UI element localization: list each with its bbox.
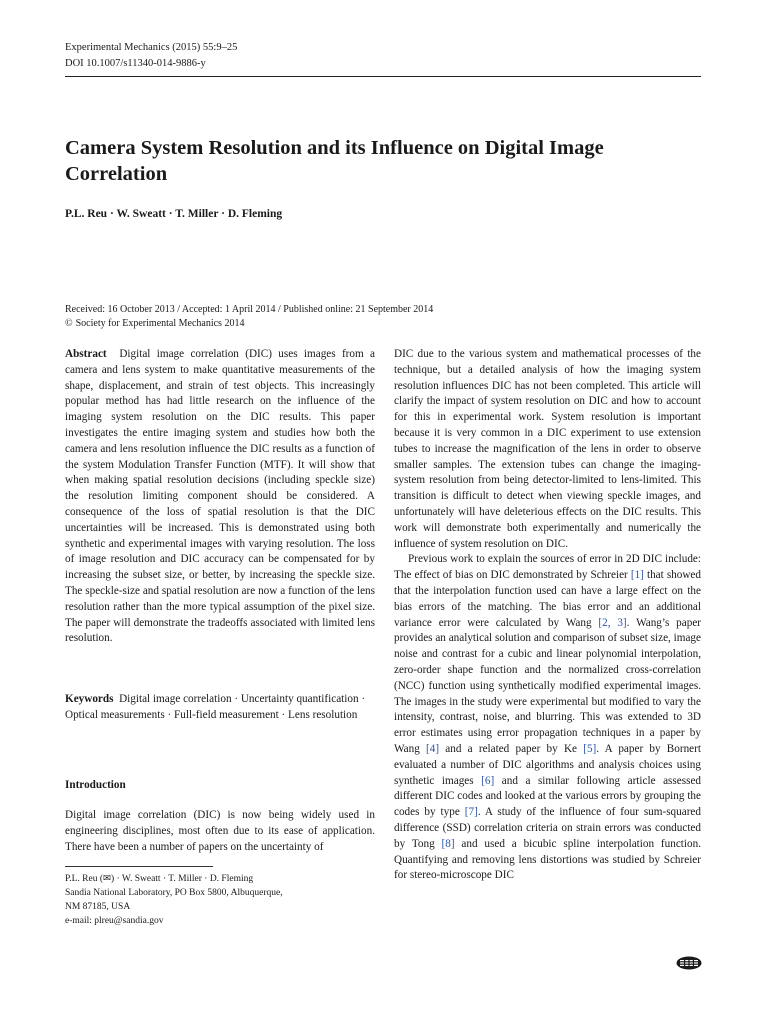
reference-link-8[interactable]: [8] (441, 837, 455, 850)
abstract-label: Abstract (65, 348, 107, 360)
introduction-heading: Introduction (65, 779, 126, 791)
article-title: Camera System Resolution and its Influence on Digital Image Correlation (65, 137, 604, 185)
publication-history (65, 303, 433, 331)
author-affiliation-footnote (65, 872, 365, 928)
author-list: P.L. Reu · W. Sweatt · T. Miller · D. Fleming (65, 208, 283, 220)
journal-header (65, 40, 237, 72)
copyright-line (65, 317, 433, 331)
p2-text-c: . Wang’s paper provides an analytical solution and comparison of subset size, image noise and contrast for a cubic and linear polynomial interpolation, zero-order shape function and the normalized cross-correlation (NCC) function using synthetically modified experimental images. The images in the study were experimental but modified to vary the intensity, contrast, noise, and blurring. This was extended to 3D error estimates using error propagation techniques in a paper by Wang (394, 616, 702, 755)
copyright-icon: © (65, 318, 73, 329)
copyright-text: Society for Experimental Mechanics 2014 (75, 318, 245, 329)
journal-citation: Experimental Mechanics (2015) 55:9–25 (65, 42, 238, 53)
footnote-email[interactable]: e-mail: plreu@sandia.gov (65, 916, 164, 926)
reference-link-4[interactable]: [4] (426, 742, 440, 755)
right-column (394, 347, 701, 884)
abstract-text: Digital image correlation (DIC) uses images from a camera and lens system to make quantitative measurements of the shape, displacement, and strain of test objects. This increasingly popular method has had little research on the influence of the imaging system resolution on the DIC results. This paper investigates the entire imaging system and studies how both the camera and lens resolution influence the DIC results as a function of the system Modulation Transfer Function (MTF). It will show that when making spatial resolution decisions (including speckle size) the resolution limiting component should be considered. A consequence of the loss of spatial resolution is that the DIC uncertainties will be increased. This is demonstrated using both synthetic and experimental images with varying resolution. The loss of image resolution and DIC accuracy can be compensated for by increasing the subset size, or better, by increasing the speckle size. The speckle-size and spatial resolution are now a function of the lens resolution rather than the more typical assumption of the pixel size. The paper will demonstrate the tradeoffs associated with limited lens resolution. (65, 348, 376, 645)
footnote-institution: Sandia National Laboratory, PO Box 5800, Albuquerque, (65, 888, 283, 898)
introduction-body (65, 808, 375, 855)
footnote-rule (65, 866, 213, 867)
p2-text-a: Previous work to explain the sources of error in 2D DIC include: The effect of bias on DIC demonstrated by Schreier (394, 553, 701, 582)
p2-text-f: and a similar following article assessed different DIC codes and looked at the various errors by grouping the codes by type (394, 774, 701, 819)
reference-link-1[interactable]: [1] (630, 569, 644, 582)
introduction-text: Digital image correlation (DIC) is now being widely used in engineering disciplines, most often due to its ease of application. There have been a number of papers on the uncertainty of (65, 809, 375, 853)
reference-link-7[interactable]: [7] (464, 806, 478, 819)
p2-text-g: . A study of the influence of four sum-squared difference (SSD) correlation criteria on strain errors was conducted by Tong (394, 806, 701, 850)
p2-text-d: and a related paper by Ke (439, 742, 584, 755)
doi-line: DOI 10.1007/s11340-014-9886-y (65, 58, 206, 69)
reference-link-5[interactable]: [5] (583, 742, 597, 755)
reference-link-6[interactable]: [6] (481, 774, 495, 787)
p2-text-h: and used a bicubic spline interpolation function. Quantifying and removing lens distortions was studied by Schreier for stereo-microscope DIC (394, 837, 701, 882)
right-column-paragraph-1: DIC due to the various system and mathematical processes of the technique, but a detailed analysis of how the imaging system resolution influences DIC has not been completed. This article will clarify the impact of system resolution on DIC and how to account for this in experimental work. System resolution is important because it is very common in a DIC experiment to use extension tubes to increase the magnification of the lens in order to observe smaller samples. The extension tubes can change the imaging-system resolution from being detector-limited to lens-limited. This transition is difficult to detect when viewing speckle images, and unfortunately will have deleterious effects on the DIC results. This work will demonstrate both experimentally and numerically the influence of system resolution on DIC. (394, 348, 701, 550)
footnote-authors: P.L. Reu (✉) · W. Sweatt · T. Miller · D. Fleming (65, 874, 254, 884)
publisher-logo-icon (676, 956, 702, 970)
footnote-address: NM 87185, USA (65, 902, 131, 912)
received-dates: Received: 16 October 2013 / Accepted: 1 April 2014 / Published online: 21 September 2014 (65, 304, 434, 315)
p2-text-b: that showed that the interpolation function used can have a large effect on the bias errors of the matching. The bias error and an additional variance error were calculated by Wang (394, 569, 701, 629)
right-column-paragraph-2 (394, 552, 701, 884)
keywords-text: Digital image correlation · Uncertainty quantification · Optical measurements · Full-field measurement · Lens resolution (65, 693, 366, 721)
header-rule (65, 76, 701, 77)
keywords-section (65, 692, 375, 724)
reference-link-2-3[interactable]: [2, 3] (598, 616, 627, 629)
abstract-section (65, 347, 375, 647)
keywords-label: Keywords (65, 693, 114, 705)
p2-text-e: . A paper by Bornert evaluated a number of DIC algorithms and analysis choices using synthetic images (394, 742, 701, 787)
